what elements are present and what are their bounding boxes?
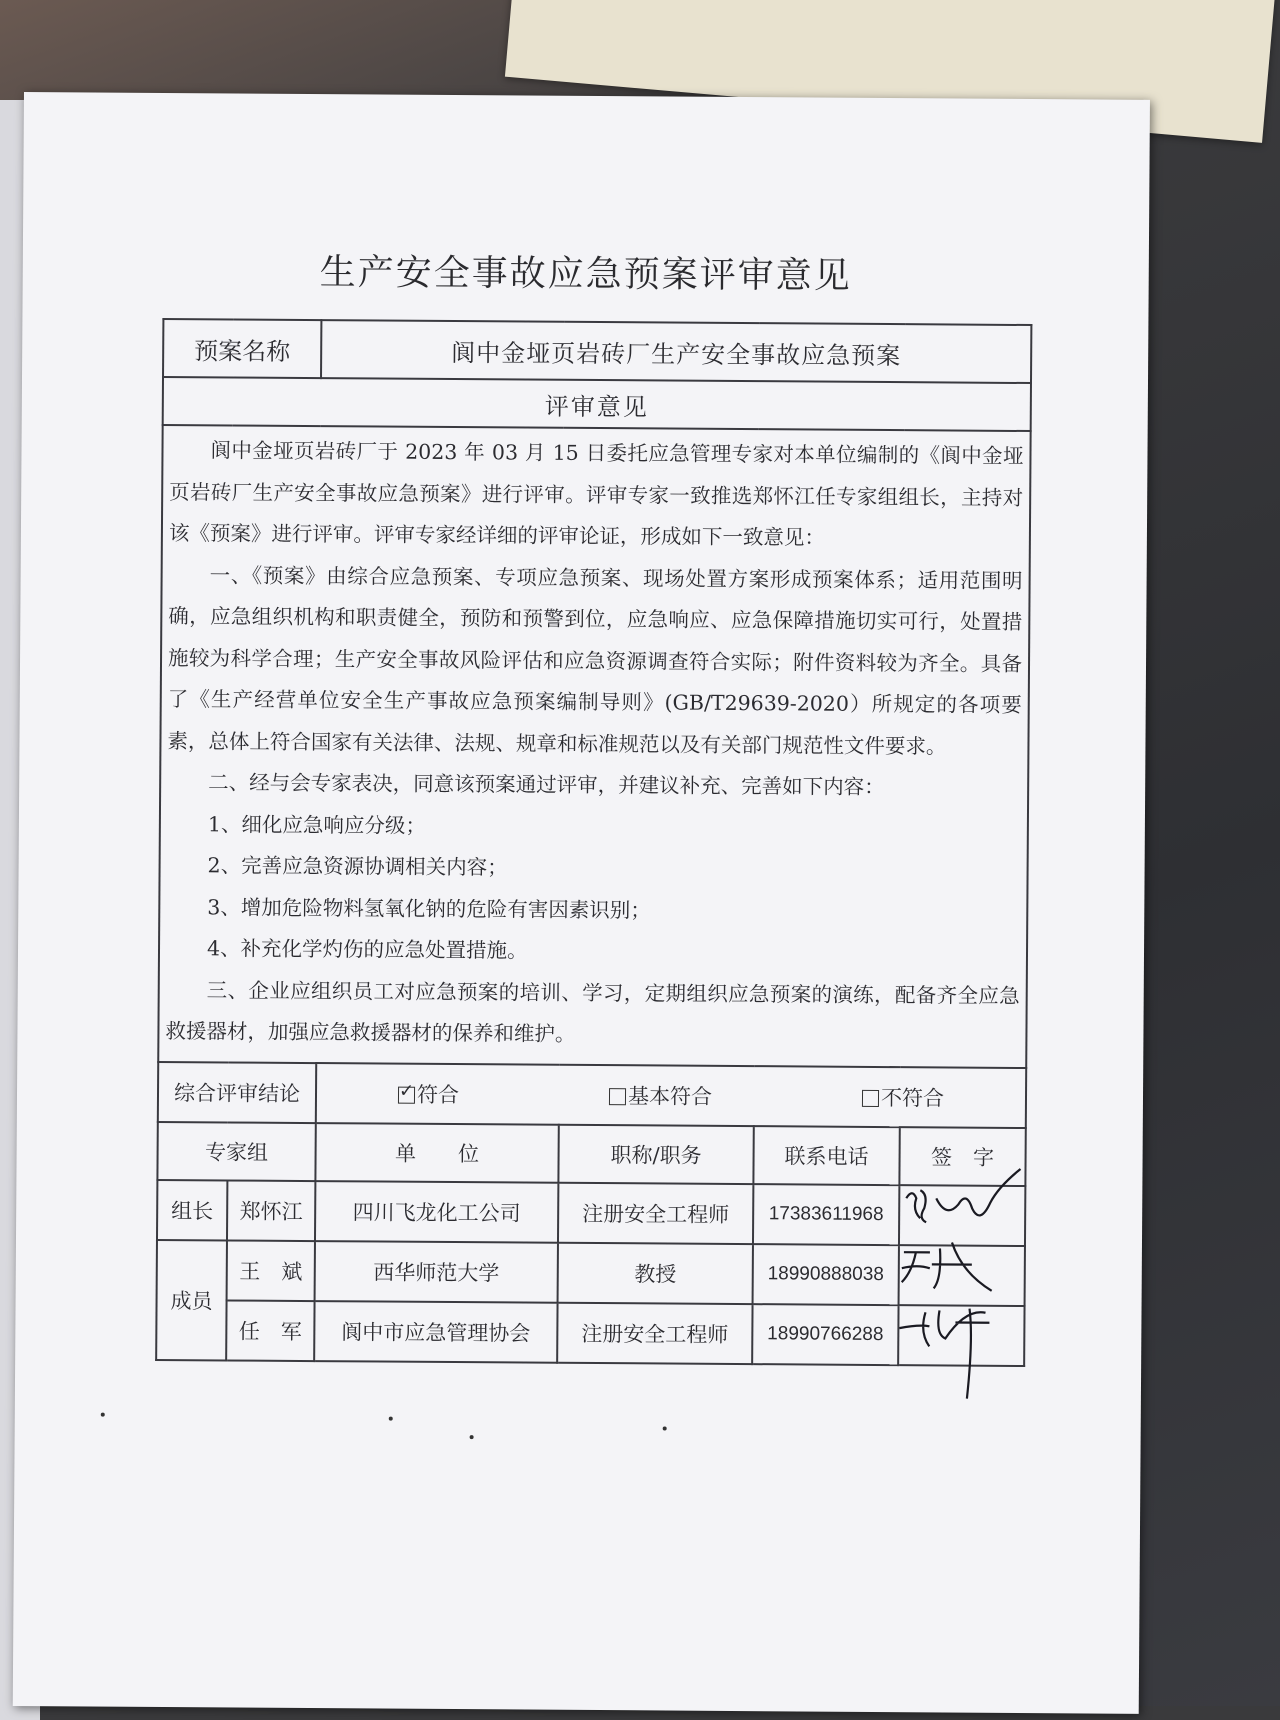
suggestion-item: 4、补充化学灼伤的应急处置措施。 bbox=[206, 936, 528, 963]
expert-unit: 阆中市应急管理协会 bbox=[314, 1301, 557, 1363]
conclusion-row bbox=[158, 1061, 1026, 1127]
header-unit: 单 位 bbox=[315, 1123, 558, 1183]
expert-title: 教授 bbox=[558, 1242, 753, 1303]
header-signature: 签 字 bbox=[899, 1127, 1025, 1186]
option-conform[interactable]: ✓ 符合 bbox=[398, 1078, 459, 1108]
opinion-heading-row bbox=[163, 377, 1031, 431]
expert-name: 王 斌 bbox=[227, 1240, 315, 1301]
paper-speck bbox=[389, 1417, 393, 1421]
expert-phone: 18990766288 bbox=[752, 1304, 898, 1365]
paragraph-two: 二、经与会专家表决，同意该预案通过评审，并建议补充、完善如下内容： bbox=[208, 770, 885, 800]
checkbox-icon[interactable] bbox=[609, 1088, 626, 1105]
paper-speck bbox=[470, 1435, 474, 1439]
review-form-table bbox=[155, 318, 1032, 1367]
expert-phone: 17383611968 bbox=[753, 1184, 899, 1245]
document-page bbox=[13, 92, 1150, 1714]
expert-title: 注册安全工程师 bbox=[557, 1302, 752, 1363]
paper-speck bbox=[101, 1413, 105, 1417]
plan-name-row bbox=[163, 319, 1031, 383]
plan-name-label: 预案名称 bbox=[163, 319, 321, 378]
expert-name: 任 军 bbox=[226, 1300, 314, 1361]
expert-unit: 西华师范大学 bbox=[315, 1241, 558, 1303]
checked-checkbox-icon[interactable] bbox=[398, 1086, 415, 1103]
plan-name-value: 阆中金垭页岩砖厂生产安全事故应急预案 bbox=[321, 320, 1031, 383]
paragraph-three: 三、企业应组织员工对应急预案的培训、学习，定期组织应急预案的演练，配备齐全应急救援器材，加强应急救援器材的保养和维护。 bbox=[165, 977, 1020, 1046]
table-row bbox=[156, 1299, 1024, 1365]
header-expert-group: 专家组 bbox=[157, 1121, 315, 1180]
expert-phone: 18990888038 bbox=[753, 1244, 899, 1305]
conclusion-options bbox=[316, 1063, 1026, 1128]
option-not-conform[interactable]: 不符合 bbox=[862, 1081, 944, 1112]
suggestion-item: 1、细化应急响应分级； bbox=[207, 811, 427, 838]
opinion-body bbox=[158, 425, 1030, 1068]
expert-name: 郑怀江 bbox=[227, 1180, 315, 1241]
checkbox-icon[interactable] bbox=[862, 1089, 879, 1106]
paragraph-one: 一、《预案》由综合应急预案、专项应急预案、现场处置方案形成预案体系；适用范围明确，应急组织机构和职责健全，预防和预警到位，应急响应、应急保障措施切实可行，处置措施较为科学合理；生产安全事故风险评估和应急资源调查符合实际；附件资料较为齐全。具备了《生产经营单位安全生产事故应急预案编制导则》(GB/T29639-2020）所规定的各项要素，总体上符合国家有关法律、法规、规章和标准规范以及有关部门规范性文件要求。 bbox=[167, 562, 1023, 758]
opinion-body-row bbox=[158, 425, 1030, 1068]
opinion-heading: 评审意见 bbox=[163, 377, 1031, 431]
paper-speck bbox=[663, 1426, 667, 1430]
expert-unit: 四川飞龙化工公司 bbox=[315, 1181, 558, 1243]
role-leader: 组长 bbox=[157, 1179, 227, 1239]
document-title: 生产安全事故应急预案评审意见 bbox=[319, 252, 852, 297]
handwritten-signature-3 bbox=[895, 1288, 1036, 1369]
paragraph-intro: 阆中金垭页岩砖厂于 2023 年 03 月 15 日委托应急管理专家对本单位编制的《阆中金垭页岩砖厂生产安全事故应急预案》进行评审。评审专家一致推选郑怀江任专家组组长，主持对该《预案》进行评审。评审专家经详细的评审论证，形成如下一致意见： bbox=[168, 438, 1024, 550]
suggestion-item: 2、完善应急资源协调相关内容； bbox=[207, 853, 508, 880]
option-basically-conform[interactable]: 基本符合 bbox=[609, 1080, 712, 1111]
header-phone: 联系电话 bbox=[753, 1126, 899, 1185]
conclusion-label: 综合评审结论 bbox=[158, 1061, 316, 1122]
expert-title: 注册安全工程师 bbox=[558, 1182, 753, 1243]
header-title: 职称/职务 bbox=[558, 1124, 753, 1183]
signature-cell bbox=[898, 1305, 1024, 1366]
suggestion-item: 3、增加危险物料氢氧化钠的危险有害因素识别； bbox=[207, 894, 651, 922]
role-members: 成员 bbox=[156, 1239, 227, 1359]
